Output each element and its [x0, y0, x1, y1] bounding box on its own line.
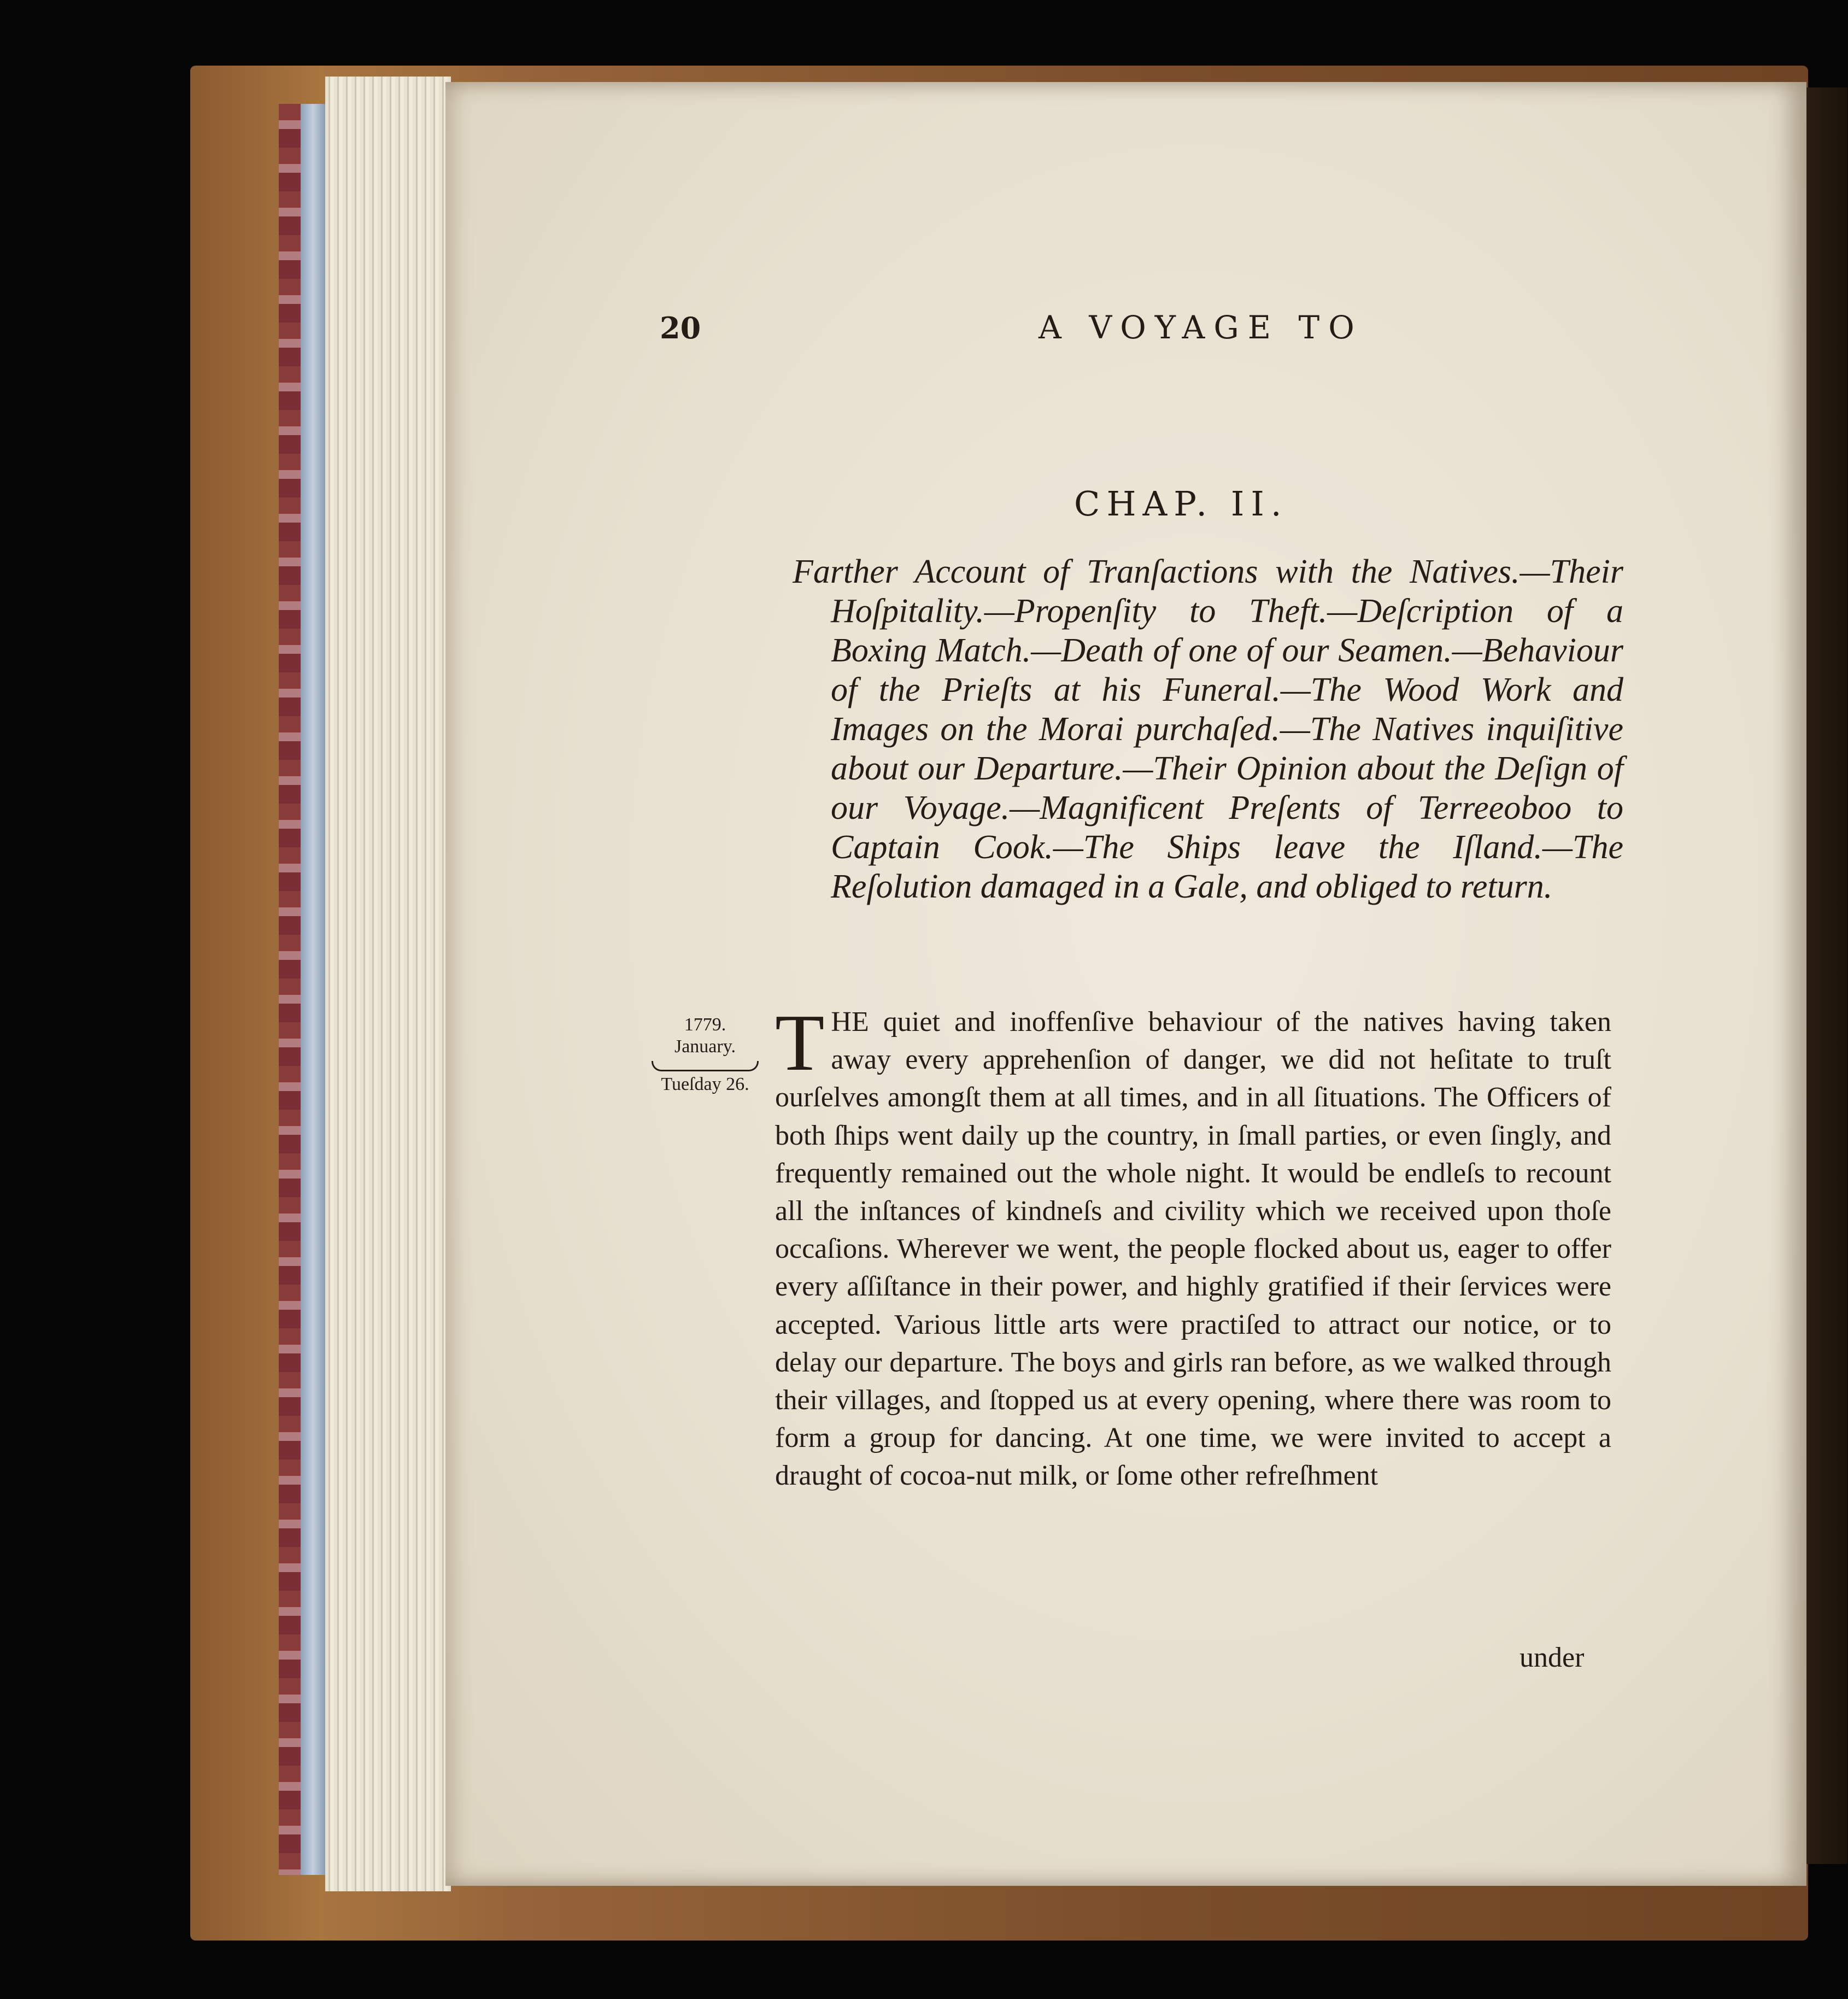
running-head: A VOYAGE TO: [1039, 309, 1363, 346]
blue-endpaper: [301, 104, 325, 1875]
sidenote-month: January.: [674, 1036, 736, 1057]
chapter-title: CHAP. II.: [1074, 484, 1288, 524]
brace-mark: [652, 1061, 759, 1071]
marbled-endpaper: [279, 104, 301, 1875]
drop-cap: T: [775, 998, 825, 1088]
catchword: under: [1520, 1642, 1585, 1673]
sidenote-day: Tueſday 26.: [661, 1074, 749, 1094]
book-page: [445, 82, 1806, 1886]
body-paragraph: [775, 998, 1611, 1495]
margin-date-note: [645, 1014, 765, 1095]
chapter-summary: Farther Account of Tranſactions with the Natives.—Their Hoſpitality.—Propenſity to Theft.—Deſcription of a Boxing Match.—Death of one of our Seamen.—Behaviour of the Prieſts at his Funeral.—The Wood Work and Images on the Morai purchaſed.—The Natives inquiſitive about our Departure.—Their Opinion about the Deſign of our Voyage.—Magnificent Preſents of Terreeoboo to Captain Cook.—The Ships leave the Iſland.—The Reſolution damaged in a Gale, and obliged to return.: [793, 553, 1623, 905]
page-number: 20: [660, 310, 701, 345]
body-text: HE quiet and inoffenſive behaviour of the natives having taken away every apprehenſion of danger, we did not heſitate to truſt ourſelves amongſt them at all times, and in all ſituations. The Officers of both ſhips went daily up the country, in ſmall parties, or even ſingly, and frequently remained out the whole night. It would be endleſs to recount all the inſtances of kindneſs and civility which we received upon thoſe occaſions. Wherever we went, the people flocked about us, eager to offer every aſſiſtance in their power, and highly gratified if their ſervices were accepted. Various little arts were practiſed to attract our notice, or to delay our departure. The boys and girls ran before, as we walked through their villages, and ſtopped us at every opening, where there was room to form a group for dancing. At one time, we were invited to accept a draught of cocoa-nut milk, or ſome other refreſhment: [775, 1006, 1611, 1492]
sidenote-year: 1779.: [684, 1015, 726, 1035]
book-right-edge: [1804, 87, 1847, 1864]
page-block-edge: [325, 77, 451, 1891]
